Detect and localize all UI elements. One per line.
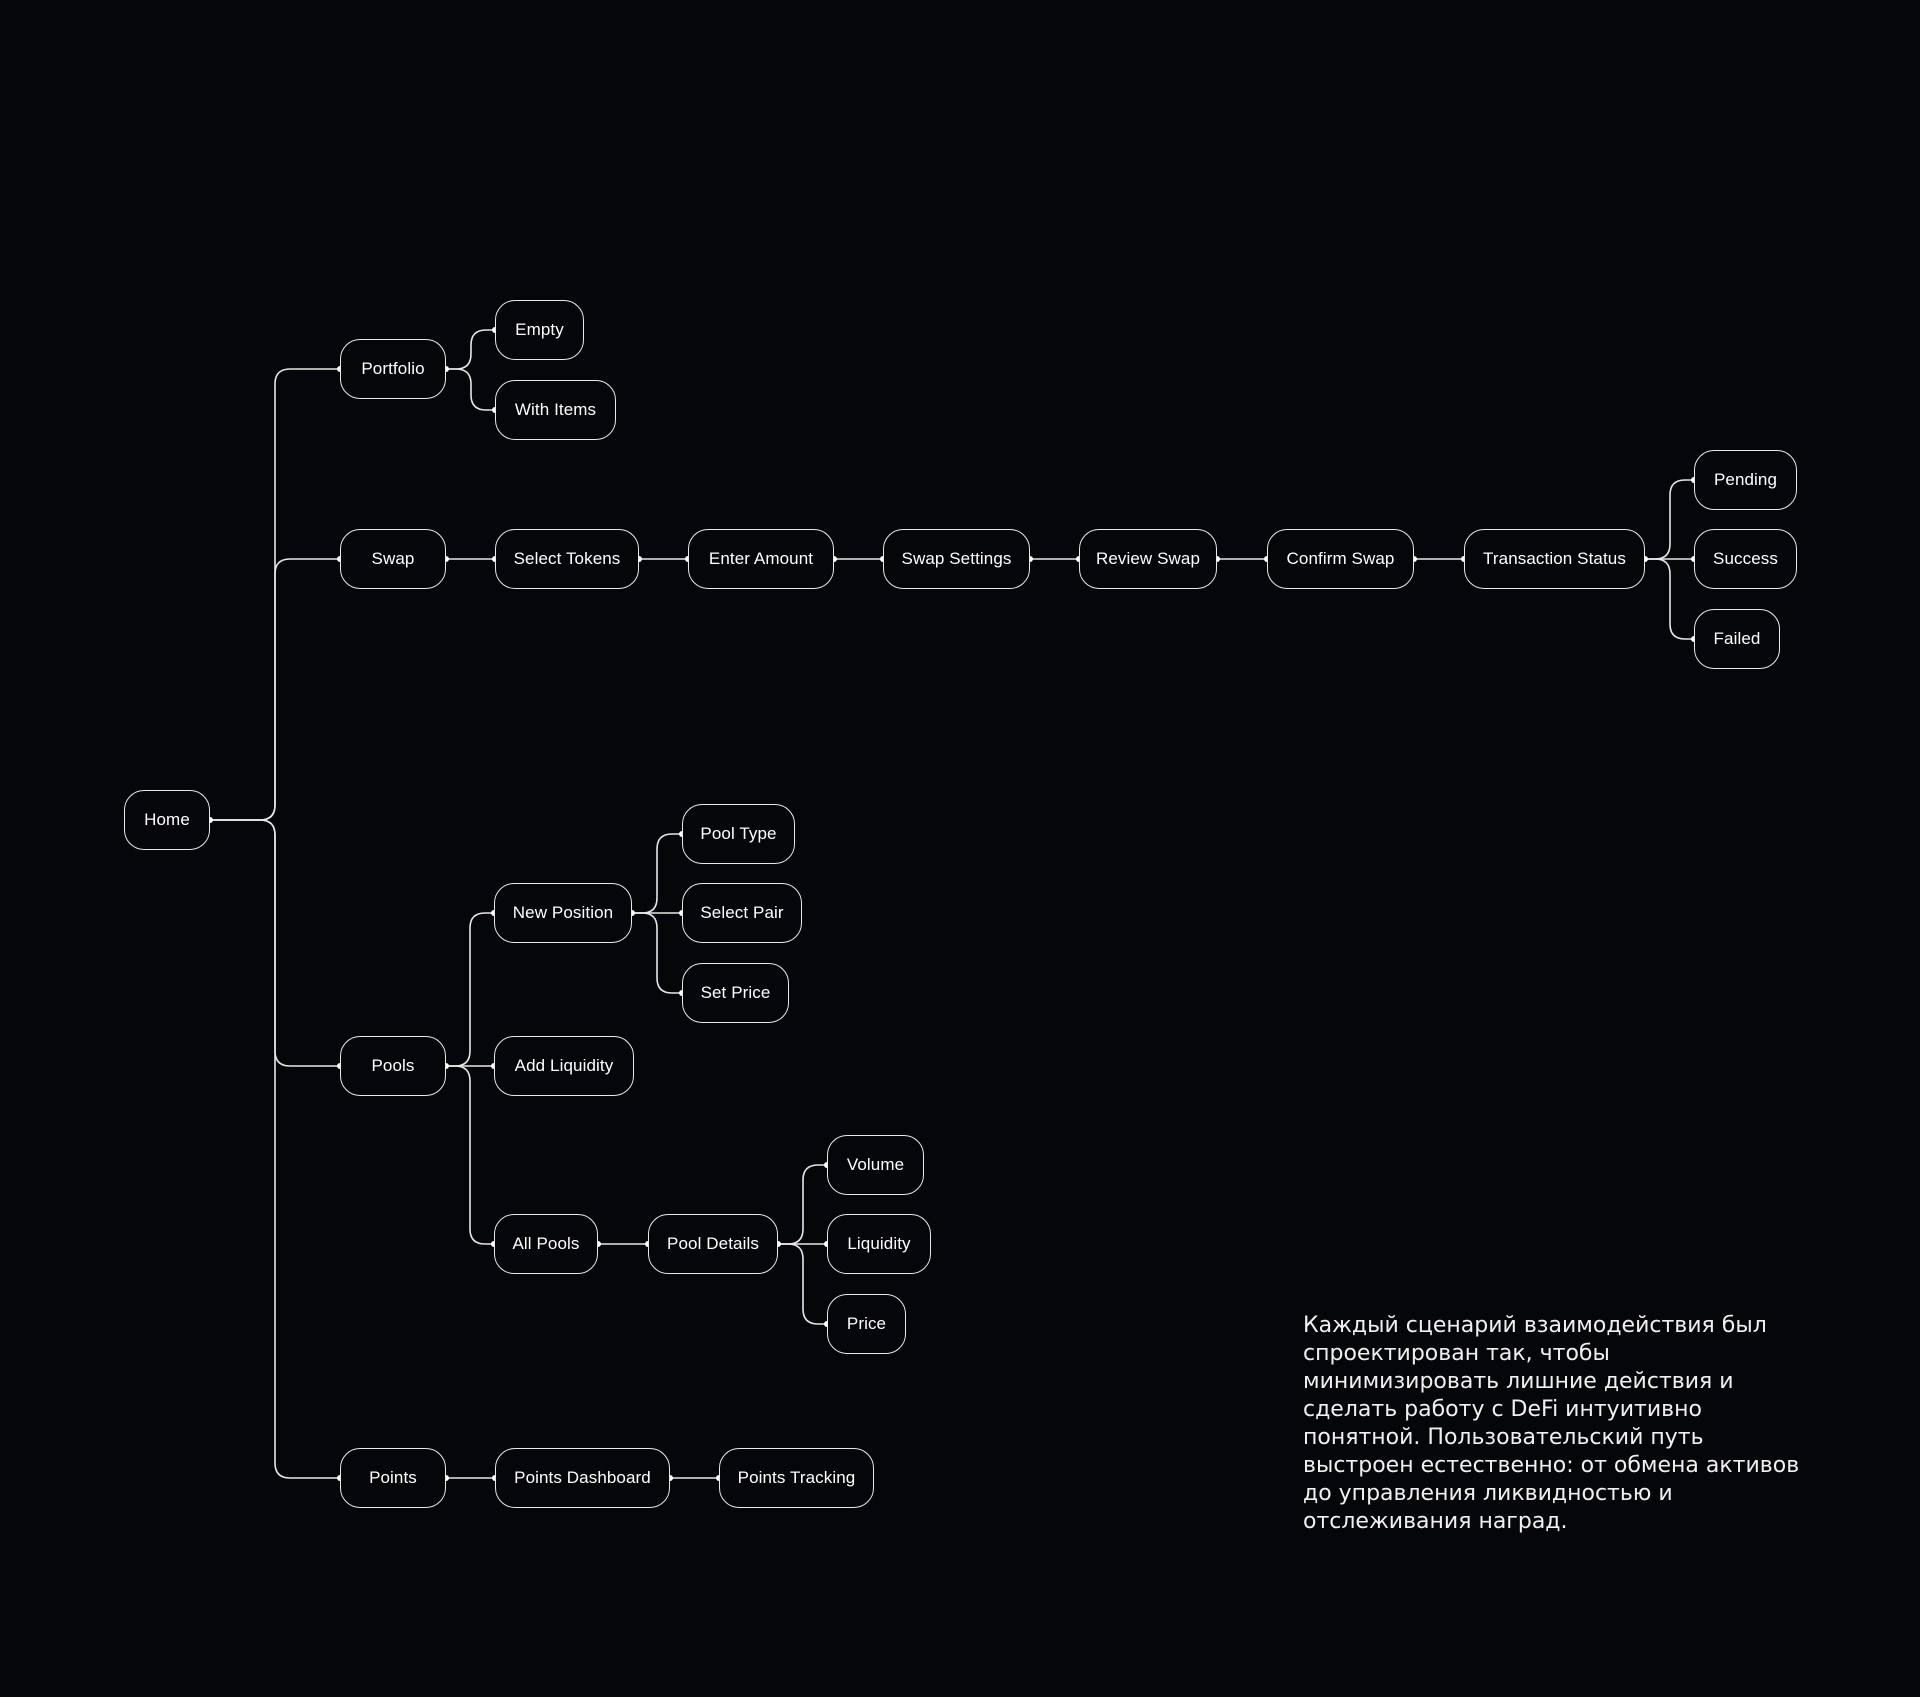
connector-home-to-swap — [210, 559, 340, 820]
node-swap[interactable]: Swap — [340, 529, 446, 589]
node-home[interactable]: Home — [124, 790, 210, 850]
node-volume[interactable]: Volume — [827, 1135, 924, 1195]
node-review-swap[interactable]: Review Swap — [1079, 529, 1217, 589]
node-transaction-status[interactable]: Transaction Status — [1464, 529, 1645, 589]
node-liquidity[interactable]: Liquidity — [827, 1214, 931, 1274]
connector-pools-to-new_position — [446, 913, 494, 1066]
node-swap-settings[interactable]: Swap Settings — [883, 529, 1030, 589]
node-select-pair[interactable]: Select Pair — [682, 883, 802, 943]
connector-pools-to-all_pools — [446, 1066, 494, 1244]
node-add-liquidity[interactable]: Add Liquidity — [494, 1036, 634, 1096]
connector-portfolio-to-empty — [446, 330, 495, 369]
connector-new_position-to-pool_type — [632, 834, 682, 913]
node-select-tokens[interactable]: Select Tokens — [495, 529, 639, 589]
node-pool-type[interactable]: Pool Type — [682, 804, 795, 864]
node-failed[interactable]: Failed — [1694, 609, 1780, 669]
node-price[interactable]: Price — [827, 1294, 906, 1354]
node-enter-amount[interactable]: Enter Amount — [688, 529, 834, 589]
node-confirm-swap[interactable]: Confirm Swap — [1267, 529, 1414, 589]
node-empty[interactable]: Empty — [495, 300, 584, 360]
connector-home-to-points — [210, 820, 340, 1478]
connector-transaction_status-to-failed — [1645, 559, 1694, 639]
description-text: Каждый сценарий взаимодействия был спроектирован так, чтобы минимизировать лишние действия и сделать работу с DeFi интуитивно понятной. Пользовательский путь выстроен естественно: от обмена активов до управления ликвидностью и отслеживания наград. — [1303, 1313, 1800, 1534]
node-new-position[interactable]: New Position — [494, 883, 632, 943]
connector-transaction_status-to-pending — [1645, 480, 1694, 559]
connector-new_position-to-set_price — [632, 913, 682, 993]
connector-pool_details-to-volume — [778, 1165, 827, 1244]
node-pools[interactable]: Pools — [340, 1036, 446, 1096]
node-all-pools[interactable]: All Pools — [494, 1214, 598, 1274]
node-pool-details[interactable]: Pool Details — [648, 1214, 778, 1274]
node-set-price[interactable]: Set Price — [682, 963, 789, 1023]
node-with-items[interactable]: With Items — [495, 380, 616, 440]
connector-portfolio-to-with_items — [446, 369, 495, 410]
node-success[interactable]: Success — [1694, 529, 1797, 589]
connector-pool_details-to-price — [778, 1244, 827, 1324]
node-points[interactable]: Points — [340, 1448, 446, 1508]
node-pending[interactable]: Pending — [1694, 450, 1797, 510]
node-portfolio[interactable]: Portfolio — [340, 339, 446, 399]
node-points-tracking[interactable]: Points Tracking — [719, 1448, 874, 1508]
node-points-dashboard[interactable]: Points Dashboard — [495, 1448, 670, 1508]
